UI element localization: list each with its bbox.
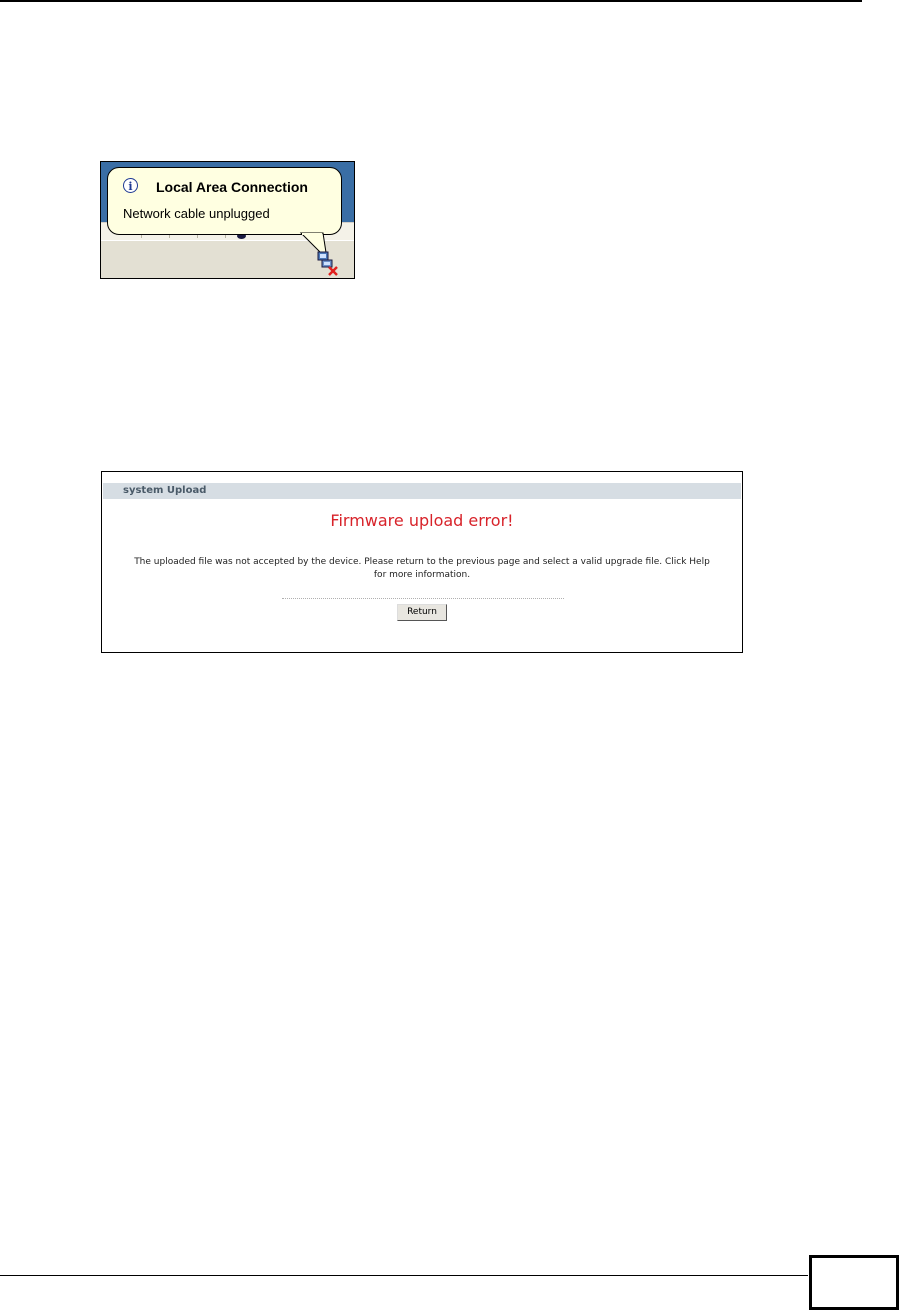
error-message: The uploaded file was not accepted by the device. Please return to the previous page and select a valid upgrade file. Click Help for more information. <box>134 557 710 580</box>
footer-rule <box>0 1275 808 1276</box>
divider <box>282 598 564 599</box>
info-icon: i <box>123 178 138 193</box>
tray-balloon-screenshot <box>100 161 355 279</box>
section-header: system Upload <box>103 483 741 499</box>
balloon-title: Local Area Connection <box>156 179 308 195</box>
return-button[interactable]: Return <box>397 604 447 621</box>
header-rule <box>0 0 862 2</box>
firmware-error-screenshot <box>101 471 743 653</box>
balloon-message: Network cable unplugged <box>123 206 270 221</box>
network-disconnected-icon[interactable] <box>314 250 344 276</box>
page-number-box <box>809 1255 899 1310</box>
error-title: Firmware upload error! <box>330 511 514 530</box>
